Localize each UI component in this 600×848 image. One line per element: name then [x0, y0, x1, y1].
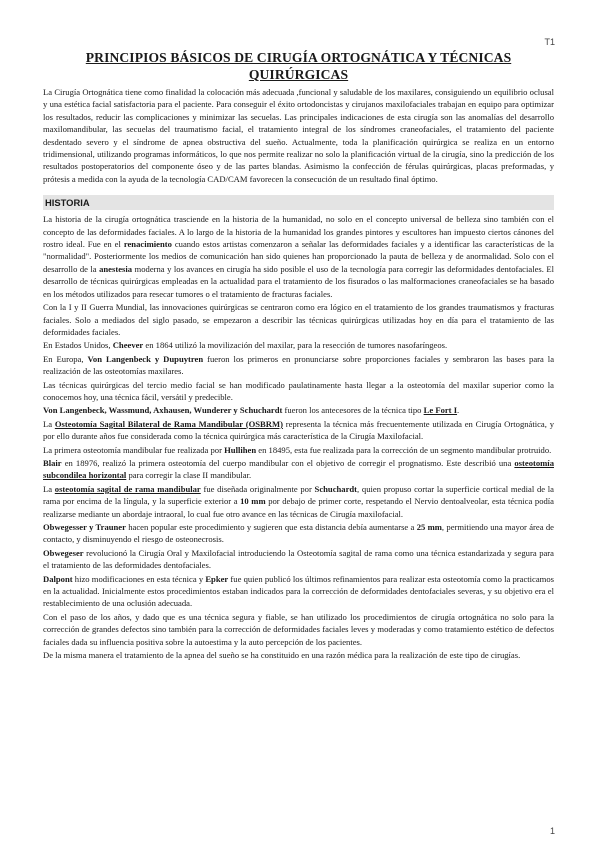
historia-paragraph — [43, 521, 554, 546]
emphasis-text: Hullihen — [224, 444, 257, 455]
paragraph-text: representa la técnica más frecuentemente utilizada en Cirugía Ortognática, y por ello durante años fue considerada como la técnica quirúrgica más característica de la Cirugía Maxilofacial. — [43, 418, 554, 442]
paragraph-text: , permitiendo una mayor área de contacto, y disminuyendo el riesgo de osteonecrosis. — [43, 522, 554, 545]
paragraph-text: fueron los antecesores de la técnica tipo — [282, 405, 424, 416]
historia-paragraph — [43, 444, 554, 456]
page-number: 1 — [549, 826, 555, 836]
emphasis-text: Epker — [205, 573, 229, 584]
emphasis-text: Obwegeser — [43, 547, 84, 558]
paragraph-text: por debajo de primer corte, respetando el Nervio dentoalveolar, esta técnica podía realizarse mediante un abordaje intraoral, lo cual fue otro avance en las técnicas de Cirugía maxilofacial. — [43, 496, 554, 519]
paragraph-text: La — [43, 483, 55, 494]
emphasis-text: anestesia — [99, 263, 133, 274]
historia-paragraph — [43, 353, 554, 378]
paragraph-text: revolucionó la Cirugía Oral y Maxilofacial introduciendo la Osteotomía sagital de rama como una técnica estandarizada y segura para el tratamiento de las deformidades dentofaciales. — [43, 547, 554, 571]
paragraph-text: hizo modificaciones en esta técnica y — [72, 573, 206, 584]
emphasis-text: renacimiento — [123, 239, 172, 250]
historia-paragraph — [43, 649, 554, 661]
emphasis-text: 25 mm — [416, 522, 442, 532]
paragraph-text: , quien propuso cortar la superficie cortical medial de la rama por encima de la língula, y la superficie exterior a — [43, 483, 554, 507]
emphasis-text: Von Langenbeck, Wassmund, Axhausen, Wunderer y Schuchardt — [43, 405, 283, 416]
paragraph-text: La historia de la cirugía ortognática trasciende en la historia de la humanidad, no solo en el concepto universal de belleza sino también con el concepto de las deformidades faciales. A lo largo de la historia de la humanidad los grandes pintores y escultores han impuesto ciertos cánones del rostro ideal. Fue en el — [43, 214, 554, 250]
paragraph-text: en 18976, realizó la primera osteotomía del cuerpo mandibular con el objetivo de corregir el prognatismo. Este describió una — [61, 457, 515, 468]
page-tag: T1 — [544, 37, 555, 47]
paragraph-text: Las técnicas quirúrgicas del tercio medio facial se han modificado paulatinamente hasta llegar a la osteotomía del maxilar superior como la conocemos hoy, una técnica fácil, versátil y predecible. — [43, 379, 554, 402]
historia-paragraph — [43, 457, 554, 482]
historia-paragraph — [43, 213, 554, 300]
section-heading-historia: HISTORIA — [43, 195, 554, 210]
emphasis-text: Le Fort I — [423, 405, 458, 416]
historia-paragraph — [43, 483, 554, 520]
historia-paragraph — [43, 418, 554, 443]
paragraph-text: fue diseñada originalmente por — [200, 483, 315, 494]
paragraph-text: La primera osteotomía mandibular fue realizada por — [43, 444, 225, 455]
paragraph-text: para corregir la clase II mandibular. — [126, 470, 252, 481]
intro-paragraph: La Cirugía Ortognática tiene como finalidad la colocación más adecuada ,funcional y saludable de los maxilares, consiguiendo un equilibrio oclusal y una estética facial satisfactoria para el paciente. Para conseguir el éxito ortodoncistas y cirujanos maxilofaciales trabajan en equipo para optimizar los resultados, reducir las complicaciones y minimizar las secuelas. Las principales indicaciones de esta cirugía son las anomalías del desarrollo maxilomandibular, las secuelas del traumatismo facial, el tratamiento integral de los síndromes craneofaciales, el tratamiento del paciente desdentado severo y el síndrome de apnea obstructiva del sueño. Actualmente, toda la planificación quirúrgica se realiza en un entorno tridimensional, utilizando programas informáticos, lo que nos permite realizar no solo la planificación virtual de la cirugía, sino la predicción de los resultados postoperatorios del componente óseo y de las partes blandas. Asimismo la confección de férulas quirúrgicas, placas preformadas, y prótesis a medida con la ayuda de la tecnología CAD/CAM favorecen la consecución de un resultado final óptimo. — [43, 87, 554, 184]
paragraph-text: La — [43, 418, 55, 429]
paragraph-text: moderna y los avances en cirugía ha sido posible el uso de la tecnología para corregir las deformidades dentofaciales. El desarrollo de técnicas quirúrgicas empleadas en la actualidad para el tratamiento de los fisurados o las malformaciones craneofaciales se ha basado en los métodos utilizados para resecar tumores o el tratamiento de fracturas faciales. — [43, 263, 555, 299]
paragraph-text: fueron los primeros en pronunciarse sobre proporciones faciales y sembraron las bases para la realización de las osteotomías maxilares. — [43, 353, 555, 377]
historia-section — [43, 213, 554, 661]
historia-paragraph — [43, 573, 554, 610]
paragraph-text: en 1864 utilizó la movilización del maxilar, para la resección de tumores nasofaríngeos. — [143, 340, 448, 351]
paragraph-text: En Europa, — [43, 353, 88, 364]
paragraph-text: . — [457, 405, 460, 416]
emphasis-text: Obwegesser y Trauner — [43, 522, 126, 532]
paragraph-text: en 18495, esta fue realizada para la corrección de un segmento mandibular protruido. — [256, 444, 552, 455]
historia-paragraph — [43, 379, 554, 404]
historia-paragraph — [43, 404, 554, 416]
paragraph-text: cuando estos artistas comenzaron a señalar las deformidades faciales y a identificar las características de la "normalidad". Posteriormente los medios de comunicación han sido quienes han proporcionado la pauta de belleza y de anormalidad. Solo con el desarrollo de la — [43, 239, 554, 274]
emphasis-text: 10 mm — [240, 496, 266, 507]
document-title: PRINCIPIOS BÁSICOS DE CIRUGÍA ORTOGNÁTICA Y TÉCNICAS QUIRÚRGICAS — [85, 50, 512, 82]
emphasis-text: Cheever — [112, 340, 144, 351]
document-body — [43, 49, 554, 662]
emphasis-text: Blair — [43, 457, 62, 468]
paragraph-text: Con el paso de los años, y dado que es una técnica segura y fiable, se han utilizado los procedimientos de cirugía ortognática no solo para la corrección de grandes defectos sino también para la corrección de deformidades faciales leves y moderadas y como tratamiento estético de defectos faciales dada su influencia positiva sobre la autoestima y la auto percepción de los pacientes. — [43, 611, 554, 647]
emphasis-text: Schuchardt — [314, 483, 358, 494]
emphasis-text: osteotomía sagital de rama mandibular — [54, 483, 201, 494]
emphasis-text: Osteotomía Sagital Bilateral de Rama Mandibular (OSBRM) — [54, 418, 283, 429]
historia-paragraph — [43, 611, 554, 648]
paragraph-text: De la misma manera el tratamiento de la apnea del sueño se ha constituido en una razón médica para la realización de este tipo de cirugías. — [43, 650, 521, 661]
emphasis-text: osteotomía subcondilea horizontal — [43, 457, 554, 481]
emphasis-text: Von Langenbeck y Dupuytren — [87, 353, 204, 364]
historia-paragraph — [43, 301, 554, 338]
historia-paragraph — [43, 339, 554, 351]
paragraph-text: hacen popular este procedimiento y sugieren que esta distancia debía aumentarse a — [125, 522, 417, 532]
historia-paragraph — [43, 547, 554, 572]
paragraph-text: fue quien publicó los últimos refinamientos para realizar esta osteotomía como la practicamos en la actualidad. Inicialmente estos procedimientos estaban indicados para la corrección de deformidades dentofaciales severas, y su objetivo era el restablecimiento de una oclusión adecuada. — [43, 573, 554, 609]
paragraph-text: En Estados Unidos, — [43, 340, 113, 351]
emphasis-text: Dalpont — [43, 573, 73, 584]
paragraph-text: Con la I y II Guerra Mundial, las innovaciones quirúrgicas se centraron como era lógico en el tratamiento de los grandes traumatismos y fracturas faciales. Solo a mediados del siglo pasado, se empezaron a describir las técnicas quirúrgicas utilizadas hoy en día para el tratamiento de las deformidades faciales. — [43, 302, 554, 337]
